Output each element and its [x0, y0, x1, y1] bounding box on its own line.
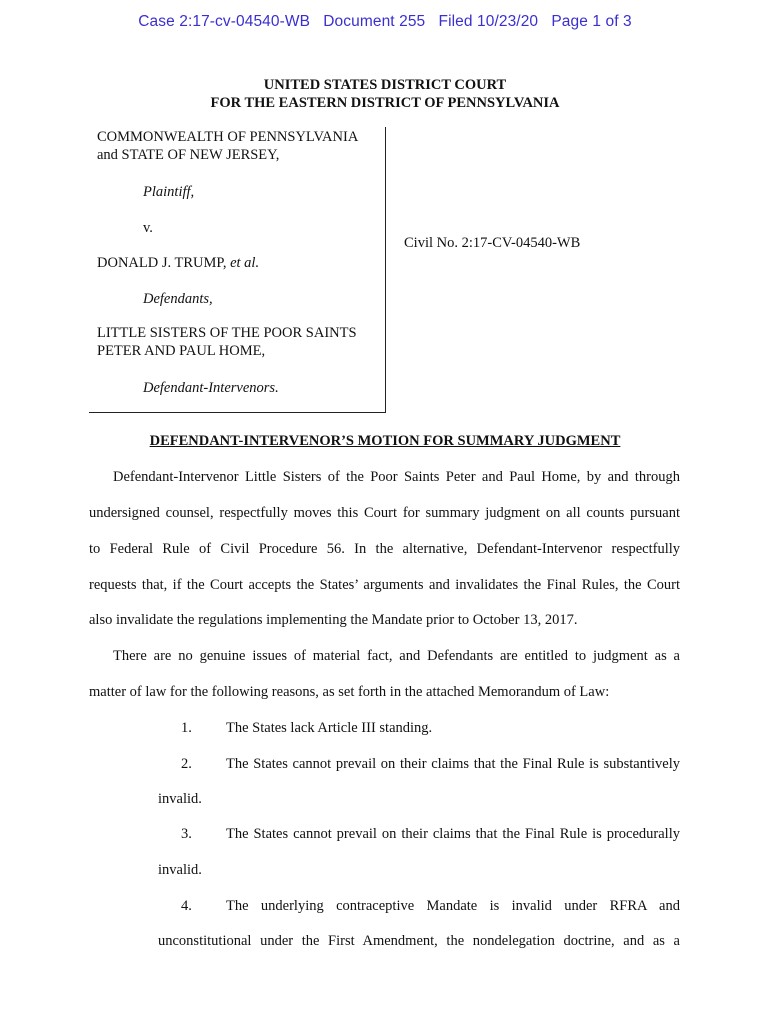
defendant-name-text: DONALD J. TRUMP, — [97, 255, 231, 271]
list-item-2-number: 2. — [181, 756, 192, 772]
versus: v. — [143, 220, 153, 236]
list-item-3-text: The States cannot prevail on their claims that the Final Rule is procedurally — [226, 826, 680, 842]
paragraph-2-line-1: There are no genuine issues of material fact, and Defendants are entitled to judgment as a — [113, 648, 680, 664]
defendant-name — [97, 255, 259, 272]
list-item-3-continuation: invalid. — [158, 862, 202, 878]
paragraph-1-line-1: Defendant-Intervenor Little Sisters of the Poor Saints Peter and Paul Home, by and through — [113, 469, 680, 485]
intervenor-name-line1: LITTLE SISTERS OF THE POOR SAINTS — [97, 325, 357, 341]
paragraph-2-line-2: matter of law for the following reasons, as set forth in the attached Memorandum of Law: — [89, 684, 610, 700]
plaintiff-name-line1: COMMONWEALTH OF PENNSYLVANIA — [97, 129, 359, 145]
list-item-2-continuation: invalid. — [158, 791, 202, 807]
plaintiff-role: Plaintiff, — [143, 184, 195, 200]
paragraph-1-line-3: to Federal Rule of Civil Procedure 56. In the alternative, Defendant-Intervenor respectfully — [89, 541, 680, 557]
civil-number: Civil No. 2:17-CV-04540-WB — [404, 235, 581, 251]
defendant-role: Defendants, — [143, 291, 213, 307]
list-item-4-text: The underlying contraceptive Mandate is invalid under RFRA and — [226, 898, 680, 914]
paragraph-1-line-5: also invalidate the regulations implementing the Mandate prior to October 13, 2017. — [89, 612, 578, 628]
paragraph-1-line-4: requests that, if the Court accepts the States’ arguments and invalidates the Final Rules, the Court — [89, 577, 680, 593]
motion-title: DEFENDANT-INTERVENOR’S MOTION FOR SUMMARY JUDGMENT — [149, 433, 621, 449]
intervenor-role: Defendant-Intervenors. — [143, 380, 279, 396]
plaintiff-name-line2: and STATE OF NEW JERSEY, — [97, 147, 280, 163]
intervenor-name-line2: PETER AND PAUL HOME, — [97, 343, 266, 359]
paragraph-1-line-2: undersigned counsel, respectfully moves this Court for summary judgment on all counts pursuant — [89, 505, 680, 521]
defendant-et-al: et al. — [230, 255, 260, 271]
court-name-line2: FOR THE EASTERN DISTRICT OF PENNSYLVANIA — [210, 95, 560, 111]
list-item-2-text: The States cannot prevail on their claims that the Final Rule is substantively — [226, 756, 680, 772]
list-item-4-number: 4. — [181, 898, 192, 914]
list-item-1-number: 1. — [181, 720, 192, 736]
list-item-4-continuation: unconstitutional under the First Amendment, the nondelegation doctrine, and as a — [158, 933, 680, 949]
court-name-line1: UNITED STATES DISTRICT COURT — [263, 77, 507, 93]
list-item-3-number: 3. — [181, 826, 192, 842]
case-header-stamp: Case 2:17-cv-04540-WB Document 255 Filed 10/23/20 Page 1 of 3 — [138, 13, 632, 30]
list-item-1-text: The States lack Article III standing. — [226, 720, 433, 736]
